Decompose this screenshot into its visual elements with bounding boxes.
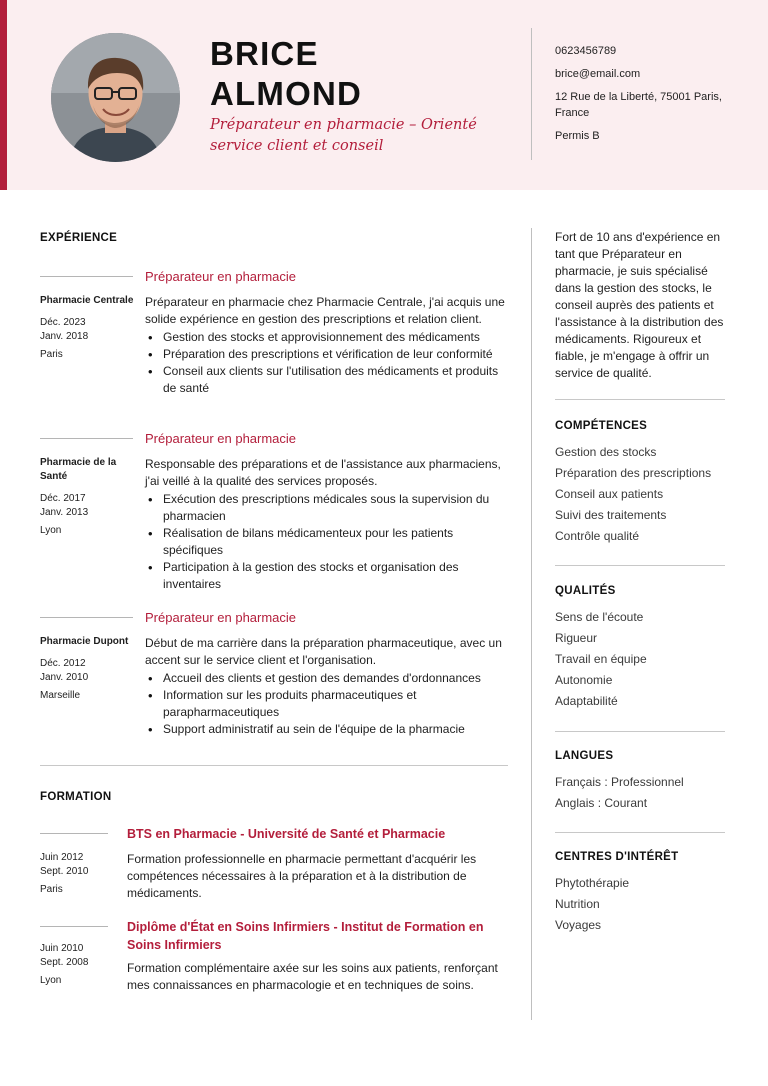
date-end: Juin 2012 (40, 852, 84, 863)
experience-heading: EXPÉRIENCE (40, 232, 118, 244)
left-column (40, 232, 508, 992)
job-title: Préparateur en pharmacie (145, 431, 297, 446)
date-start: Janv. 2010 (40, 672, 89, 683)
employer-name: Pharmacie de la Santé (40, 457, 117, 482)
entry-meta (40, 851, 120, 897)
entry-body (145, 456, 510, 593)
list-item: Rigueur (555, 631, 598, 645)
date-range (40, 492, 135, 520)
entry-rule (40, 926, 108, 927)
location: Lyon (40, 975, 62, 986)
interests-list (555, 873, 725, 936)
header-accent-bar (0, 0, 7, 190)
date-start: Sept. 2008 (40, 957, 89, 968)
entry-body (145, 294, 510, 397)
qualities-heading: QUALITÉS (555, 585, 616, 597)
profile-summary: Fort de 10 ans d'expérience en tant que Préparateur en pharmacie, je suis spécialisé dans la gestion des stocks, le conseil auprès des patients et l'assistance à la distribution des médicaments. Rigoureux et fiable, je m'engage à offrir un service de qualité. (555, 230, 724, 380)
entry-meta (40, 635, 135, 703)
bullet-item: • Information sur les produits pharmaceutiques et parapharmaceutiques (145, 687, 510, 721)
date-end: Juin 2010 (40, 943, 84, 954)
list-item: Préparation des prescriptions (555, 466, 712, 480)
column-divider (531, 228, 532, 1020)
list-item: Nutrition (555, 897, 600, 911)
name-first: BRICE (210, 35, 319, 72)
bullet-list (145, 329, 510, 397)
interests-heading: CENTRES D'INTÉRÊT (555, 851, 679, 863)
skills-section (555, 399, 725, 547)
entry-meta (40, 942, 120, 988)
degree-title: BTS en Pharmacie - Université de Santé et Pharmacie (127, 827, 446, 841)
list-item: Conseil aux patients (555, 487, 664, 501)
location: Paris (40, 884, 63, 895)
location: Paris (40, 349, 63, 360)
date-start: Janv. 2018 (40, 331, 89, 342)
date-range (40, 851, 120, 879)
job-subtitle: Préparateur en pharmacie – Orienté service client et conseil (210, 117, 477, 154)
degree-title: Diplôme d'État en Soins Infirmiers - Institut de Formation en Soins Infirmiers (127, 920, 484, 952)
right-column (555, 229, 725, 932)
entry-meta (40, 294, 135, 362)
entry-meta (40, 456, 135, 538)
contact-address: 12 Rue de la Liberté, 75001 Paris, France (555, 91, 722, 119)
contact-license: Permis B (555, 130, 600, 142)
qualities-list (555, 607, 725, 712)
name-last: ALMOND (210, 75, 363, 112)
employer-name: Pharmacie Dupont (40, 636, 129, 647)
section-rule (555, 731, 725, 732)
entry-description: Responsable des préparations et de l'assistance aux pharmaciens, j'ai veillé à la qualité des services proposés. (145, 457, 501, 488)
bullet-item: • Préparation des prescriptions et vérification de leur conformité (145, 346, 510, 363)
location: Marseille (40, 690, 81, 701)
list-item: Contrôle qualité (555, 529, 640, 543)
date-end: Déc. 2023 (40, 317, 86, 328)
date-end: Déc. 2012 (40, 658, 86, 669)
location: Lyon (40, 525, 62, 536)
bullet-item: • Conseil aux clients sur l'utilisation des médicaments et produits de santé (145, 363, 510, 397)
list-item: Suivi des traitements (555, 508, 667, 522)
bullet-list (145, 491, 510, 593)
entry-rule (40, 617, 133, 618)
section-rule (555, 832, 725, 833)
entry-rule (40, 276, 133, 277)
entry-rule (40, 833, 108, 834)
candidate-name (210, 34, 362, 114)
entry-rule (40, 438, 133, 439)
bullet-item: • Exécution des prescriptions médicales sous la supervision du pharmacien (145, 491, 510, 525)
list-item: Sens de l'écoute (555, 610, 644, 624)
contact-phone: 0623456789 (555, 45, 617, 57)
date-range (40, 942, 120, 970)
list-item: Gestion des stocks (555, 445, 657, 459)
date-range (40, 657, 135, 685)
job-title: Préparateur en pharmacie (145, 269, 297, 284)
contact-email: brice@email.com (555, 68, 641, 80)
job-title: Préparateur en pharmacie (145, 610, 297, 625)
list-item: Adaptabilité (555, 694, 618, 708)
section-rule (555, 399, 725, 400)
profile-photo-illustration (51, 33, 180, 162)
list-item: Phytothérapie (555, 876, 630, 890)
qualities-section (555, 565, 725, 712)
entry-description: Début de ma carrière dans la préparation pharmaceutique, avec un accent sur le service client et l'organisation. (145, 636, 502, 667)
resume-header (0, 0, 768, 190)
skills-list (555, 442, 725, 547)
languages-heading: LANGUES (555, 750, 614, 762)
list-item: Autonomie (555, 673, 613, 687)
contact-info (555, 43, 745, 151)
date-start: Janv. 2013 (40, 507, 89, 518)
entry-description: Formation professionnelle en pharmacie permettant d'acquérir les compétences nécessaires à la préparation et à la distribution de médicaments. (127, 852, 477, 900)
entry-description: Préparateur en pharmacie chez Pharmacie Centrale, j'ai acquis une solide expérience en gestion des prescriptions et relation client. (145, 295, 505, 326)
date-start: Sept. 2010 (40, 866, 89, 877)
skills-heading: COMPÉTENCES (555, 420, 648, 432)
bullet-item: • Accueil des clients et gestion des demandes d'ordonnances (145, 670, 510, 687)
list-item: Français : Professionnel (555, 775, 684, 789)
date-end: Déc. 2017 (40, 493, 86, 504)
header-divider (531, 28, 532, 160)
bullet-item: • Participation à la gestion des stocks et organisation des inventaires (145, 559, 510, 593)
bullet-item: • Gestion des stocks et approvisionnement des médicaments (145, 329, 510, 346)
list-item: Voyages (555, 918, 602, 932)
bullet-item: • Support administratif au sein de l'équipe de la pharmacie (145, 721, 510, 738)
languages-list (555, 772, 725, 814)
bullet-list (145, 670, 510, 738)
entry-description: Formation complémentaire axée sur les soins aux patients, renforçant mes connaissances en pharmacologie et en techniques de soins. (127, 961, 498, 992)
education-heading: FORMATION (40, 791, 112, 803)
section-divider (40, 765, 508, 766)
profile-photo (51, 33, 180, 162)
bullet-item: • Réalisation de bilans médicamenteux pour les patients spécifiques (145, 525, 510, 559)
section-rule (555, 565, 725, 566)
entry-body (145, 635, 510, 738)
employer-name: Pharmacie Centrale (40, 295, 134, 306)
entry-body (127, 851, 507, 902)
interests-section (555, 832, 725, 936)
list-item: Anglais : Courant (555, 796, 648, 810)
entry-body (127, 960, 507, 994)
list-item: Travail en équipe (555, 652, 647, 666)
languages-section (555, 731, 725, 814)
date-range (40, 316, 135, 344)
